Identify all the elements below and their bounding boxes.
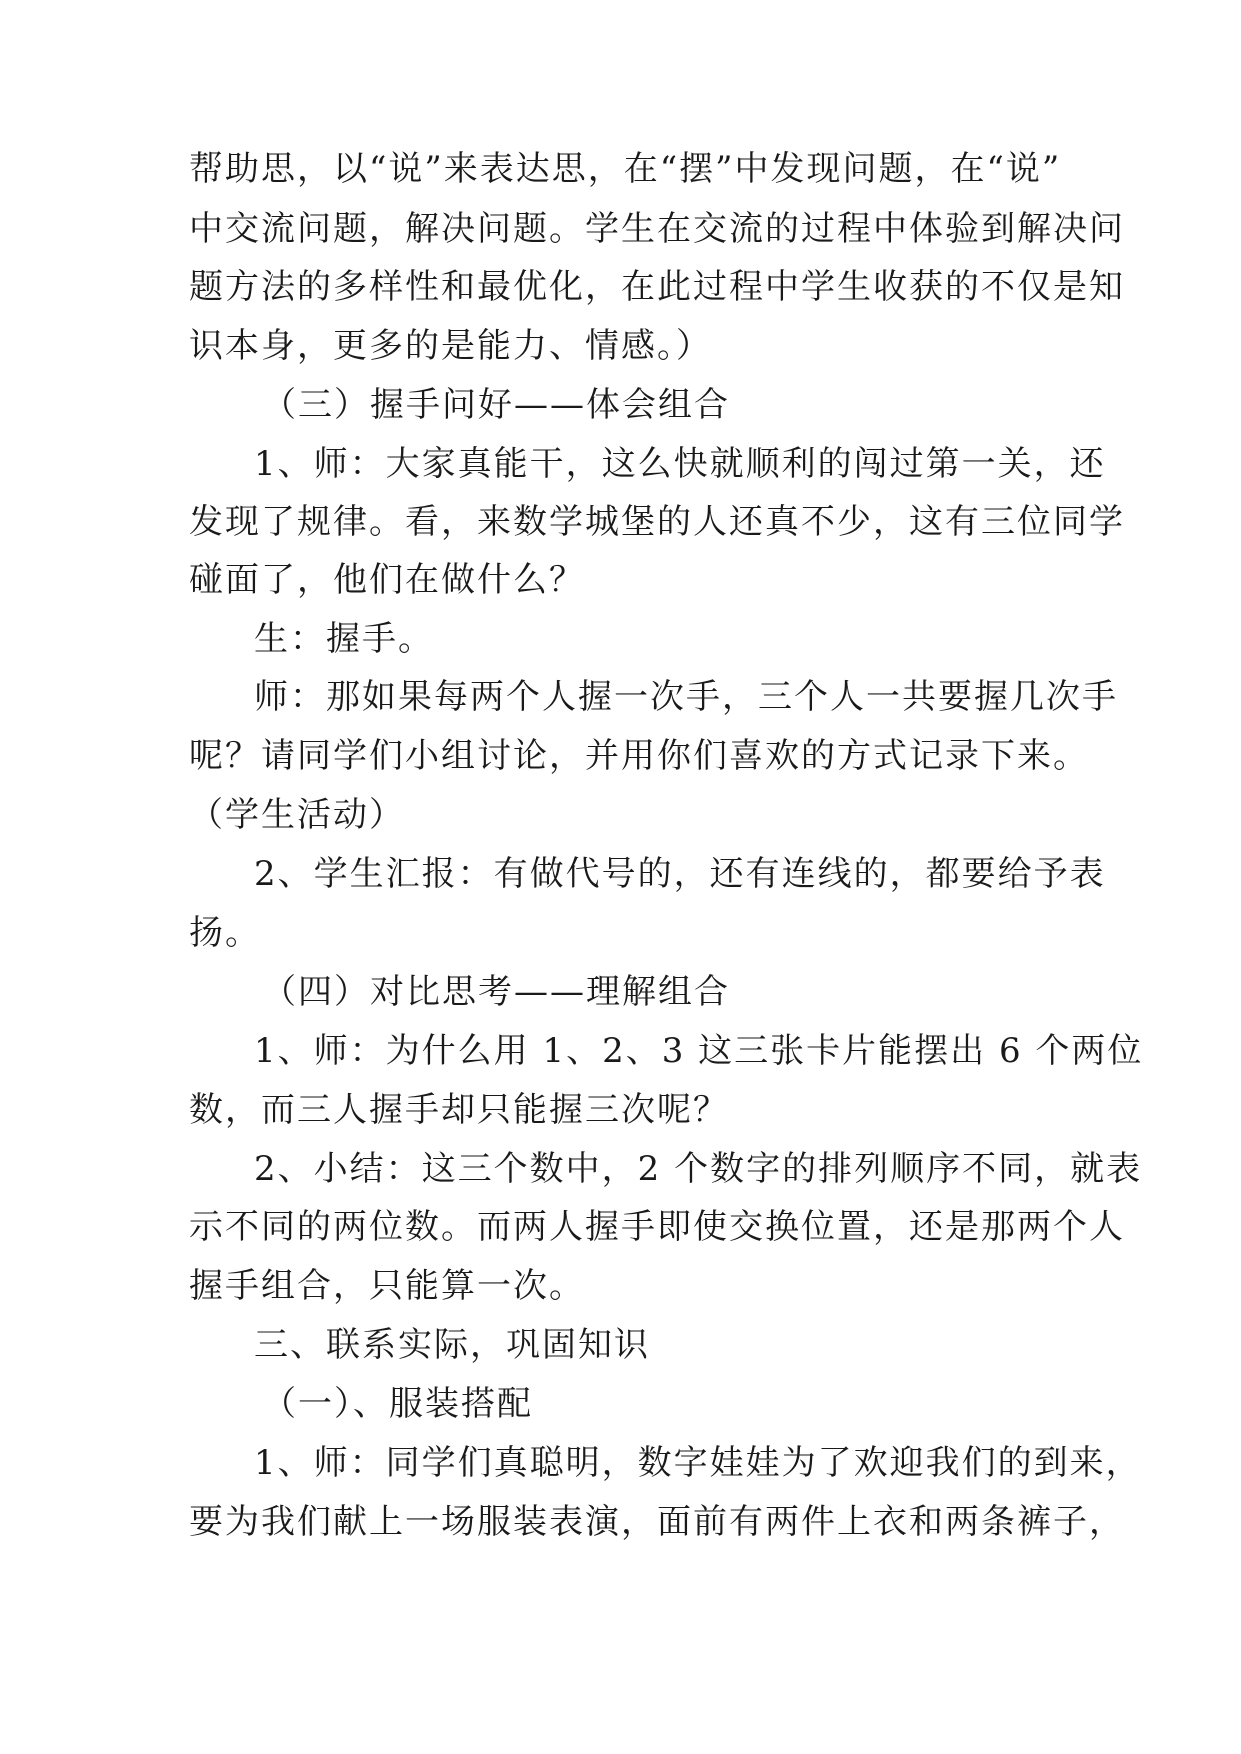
text-line: 1、师：为什么用 1、2、3 这三张卡片能摆出 6 个两位	[254, 1031, 1144, 1071]
text-line: （学生活动）	[189, 795, 405, 835]
text-line: 碰面了，他们在做什么？	[189, 560, 585, 600]
section-heading: （四）对比思考——理解组合	[262, 972, 730, 1012]
text-line: 数，而三人握手却只能握三次呢？	[189, 1090, 729, 1130]
text-line: 要为我们献上一场服装表演，面前有两件上衣和两条裤子，	[189, 1502, 1125, 1542]
text-line: 中交流问题，解决问题。学生在交流的过程中体验到解决问	[189, 209, 1125, 249]
text-line: 师：那如果每两个人握一次手，三个人一共要握几次手	[254, 677, 1118, 717]
section-heading: （一）、服装搭配	[262, 1384, 533, 1424]
text-line: 生：握手。	[254, 619, 434, 659]
section-heading: 三、联系实际，巩固知识	[254, 1325, 650, 1365]
text-line: 发现了规律。看，来数学城堡的人还真不少，这有三位同学	[189, 502, 1125, 542]
text-line: 2、学生汇报：有做代号的，还有连线的，都要给予表	[254, 854, 1106, 894]
text-line: 2、小结：这三个数中，2 个数字的排列顺序不同，就表	[254, 1149, 1143, 1189]
text-line: 1、师：大家真能干，这么快就顺利的闯过第一关，还	[254, 444, 1106, 484]
text-line: 呢？请同学们小组讨论，并用你们喜欢的方式记录下来。	[189, 736, 1089, 776]
text-line: 示不同的两位数。而两人握手即使交换位置，还是那两个人	[189, 1207, 1125, 1247]
text-line: 扬。	[189, 913, 261, 953]
text-line: 1、师：同学们真聪明，数字娃娃为了欢迎我们的到来，	[254, 1443, 1142, 1483]
text-line: 题方法的多样性和最优化，在此过程中学生收获的不仅是知	[189, 267, 1125, 307]
text-line: 识本身，更多的是能力、情感。）	[189, 326, 712, 366]
section-heading: （三）握手问好——体会组合	[262, 385, 730, 425]
text-line: 握手组合，只能算一次。	[189, 1266, 585, 1306]
text-line: 帮助思，以“说”来表达思，在“摆”中发现问题，在“说”	[189, 149, 1062, 189]
